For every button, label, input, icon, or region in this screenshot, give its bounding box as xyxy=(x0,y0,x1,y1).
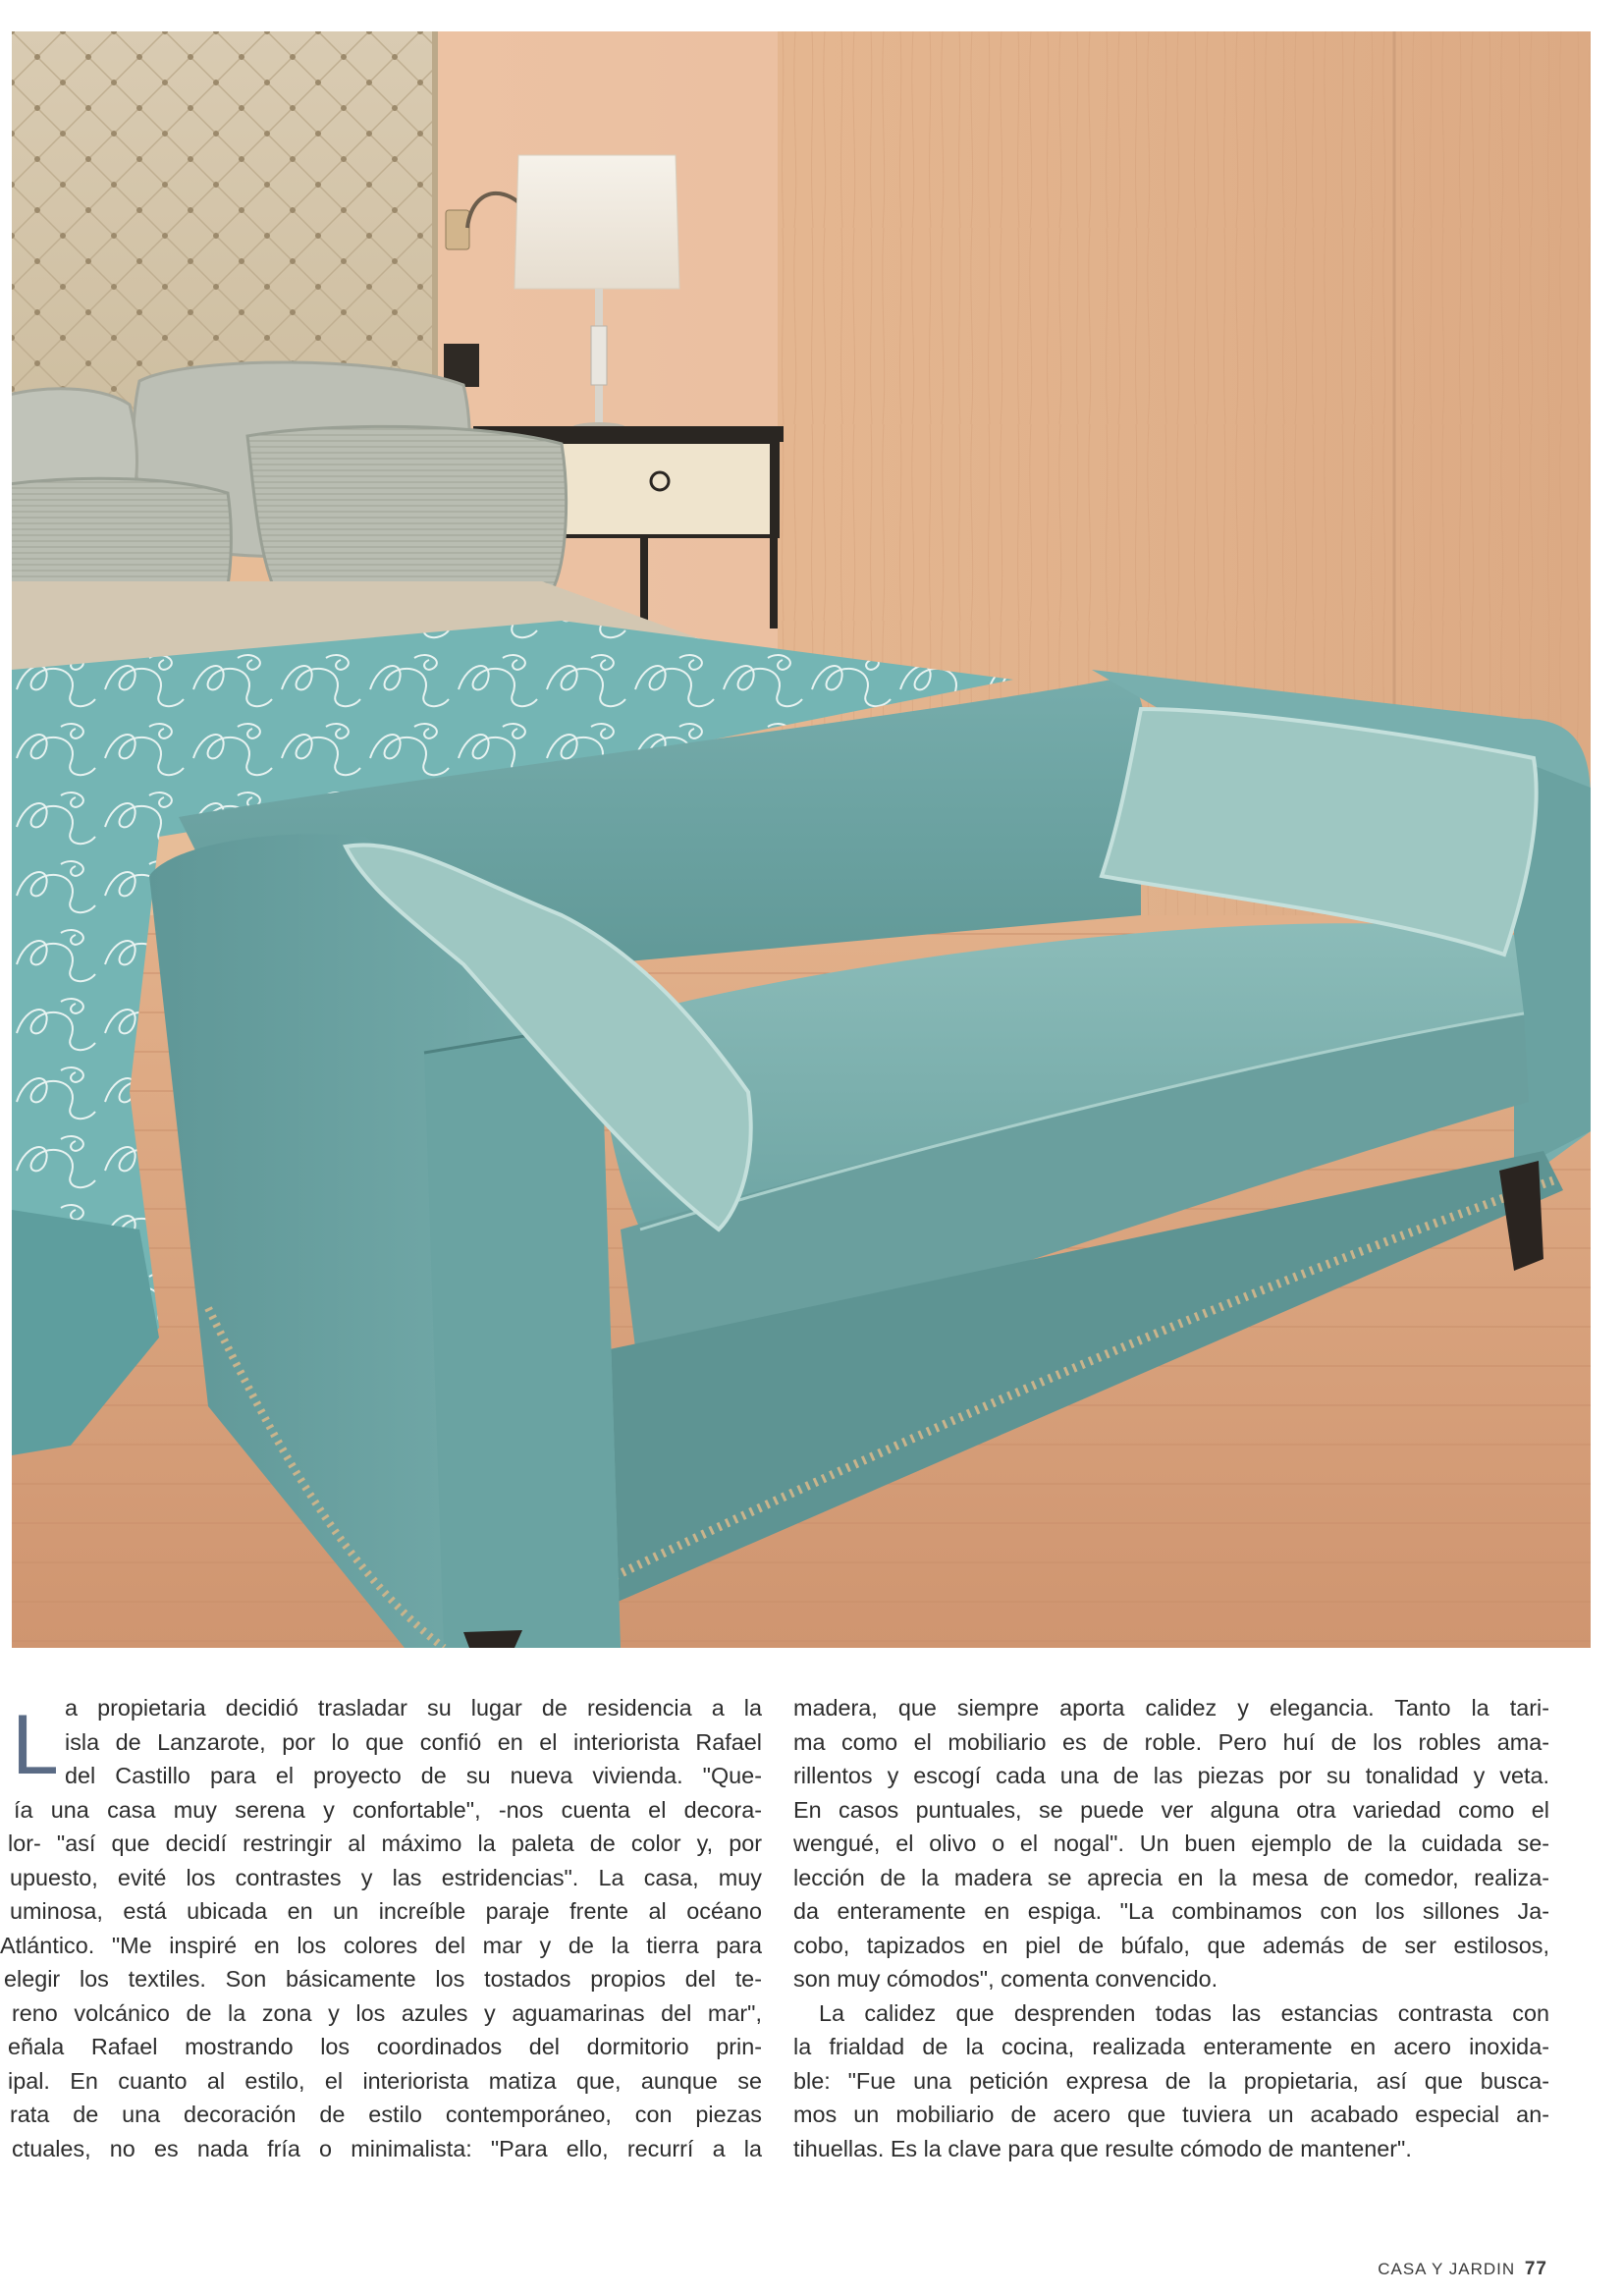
text-line: reno volcánico de la zona y los azules y aguamarinas del mar", xyxy=(12,1999,762,2026)
text-line: mos un mobiliario de acero que tuviera un acabado especial an- xyxy=(793,2102,1549,2127)
page-folio xyxy=(1378,2259,1547,2280)
magazine-name: CASA Y JARDIN xyxy=(1378,2260,1516,2278)
page-number: 77 xyxy=(1524,2259,1547,2279)
text-line: ma como el mobiliario es de roble. Pero huí de los robles ama- xyxy=(793,1728,1549,1755)
text-line: wengué, el olivo o el nogal". Un buen ejemplo de la cuidada se- xyxy=(793,1831,1549,1856)
text-line: da enteramente en espiga. "La combinamos con los sillones Ja- xyxy=(793,1898,1549,1924)
right-text-column xyxy=(793,1691,1549,2165)
text-line: ctuales, no es nada fría o minimalista: "Para ello, recurrí a la xyxy=(12,2135,762,2161)
text-line: eñala Rafael mostrando los coordinados del dormitorio prin- xyxy=(8,2034,762,2059)
text-line: lor- "así que decidí restringir al máximo la paleta de color y, por xyxy=(8,1831,762,1856)
text-line: ía una casa muy serena y confortable", -nos cuenta el decora- xyxy=(14,1796,762,1823)
text-line: rata de una decoración de estilo contemporáneo, con piezas xyxy=(10,2102,762,2127)
text-line: upuesto, evité los contrastes y las estridencias". La casa, muy xyxy=(10,1864,762,1890)
text-line: Atlántico. "Me inspiré en los colores del mar y de la tierra para xyxy=(0,1932,762,1958)
text-line: rillentos y escogí cada una de las piezas por su tonalidad y veta. xyxy=(793,1763,1549,1788)
article-body xyxy=(0,1691,1624,2202)
text-line: tihuellas. Es la clave para que resulte cómodo de mantener". xyxy=(793,2135,1412,2161)
left-text-column xyxy=(0,1691,762,2165)
text-line: la frialdad de la cocina, realizada enteramente en acero inoxida- xyxy=(793,2034,1549,2059)
text-line: ble: "Fue una petición expresa de la propietaria, así que busca- xyxy=(793,2067,1549,2094)
text-line: del Castillo para el proyecto de su nueva vivienda. "Que- xyxy=(65,1763,762,1788)
text-line: cobo, tapizados en piel de búfalo, que además de ser estilosos, xyxy=(793,1932,1549,1958)
text-line: lección de la madera se aprecia en la mesa de comedor, realiza- xyxy=(793,1864,1549,1890)
text-line: uminosa, está ubicada en un increíble paraje frente al océano xyxy=(10,1898,762,1924)
text-line: ipal. En cuanto al estilo, el interiorista matiza que, aunque se xyxy=(8,2067,762,2094)
drop-cap: L xyxy=(12,1698,59,1792)
text-line: elegir los textiles. Son básicamente los tostados propios del te- xyxy=(4,1966,762,1992)
text-line: En casos puntuales, se puede ver alguna otra variedad como el xyxy=(793,1796,1549,1823)
text-line: isla de Lanzarote, por lo que confió en el interiorista Rafael xyxy=(65,1728,762,1755)
bedroom-photo xyxy=(12,31,1591,1648)
text-line: La calidez que desprenden todas las estancias contrasta con xyxy=(819,1999,1549,2026)
text-line: son muy cómodos", comenta convencido. xyxy=(793,1966,1218,1992)
text-line: a propietaria decidió trasladar su lugar de residencia a la xyxy=(65,1695,762,1721)
text-line: madera, que siempre aporta calidez y elegancia. Tanto la tari- xyxy=(793,1695,1549,1721)
